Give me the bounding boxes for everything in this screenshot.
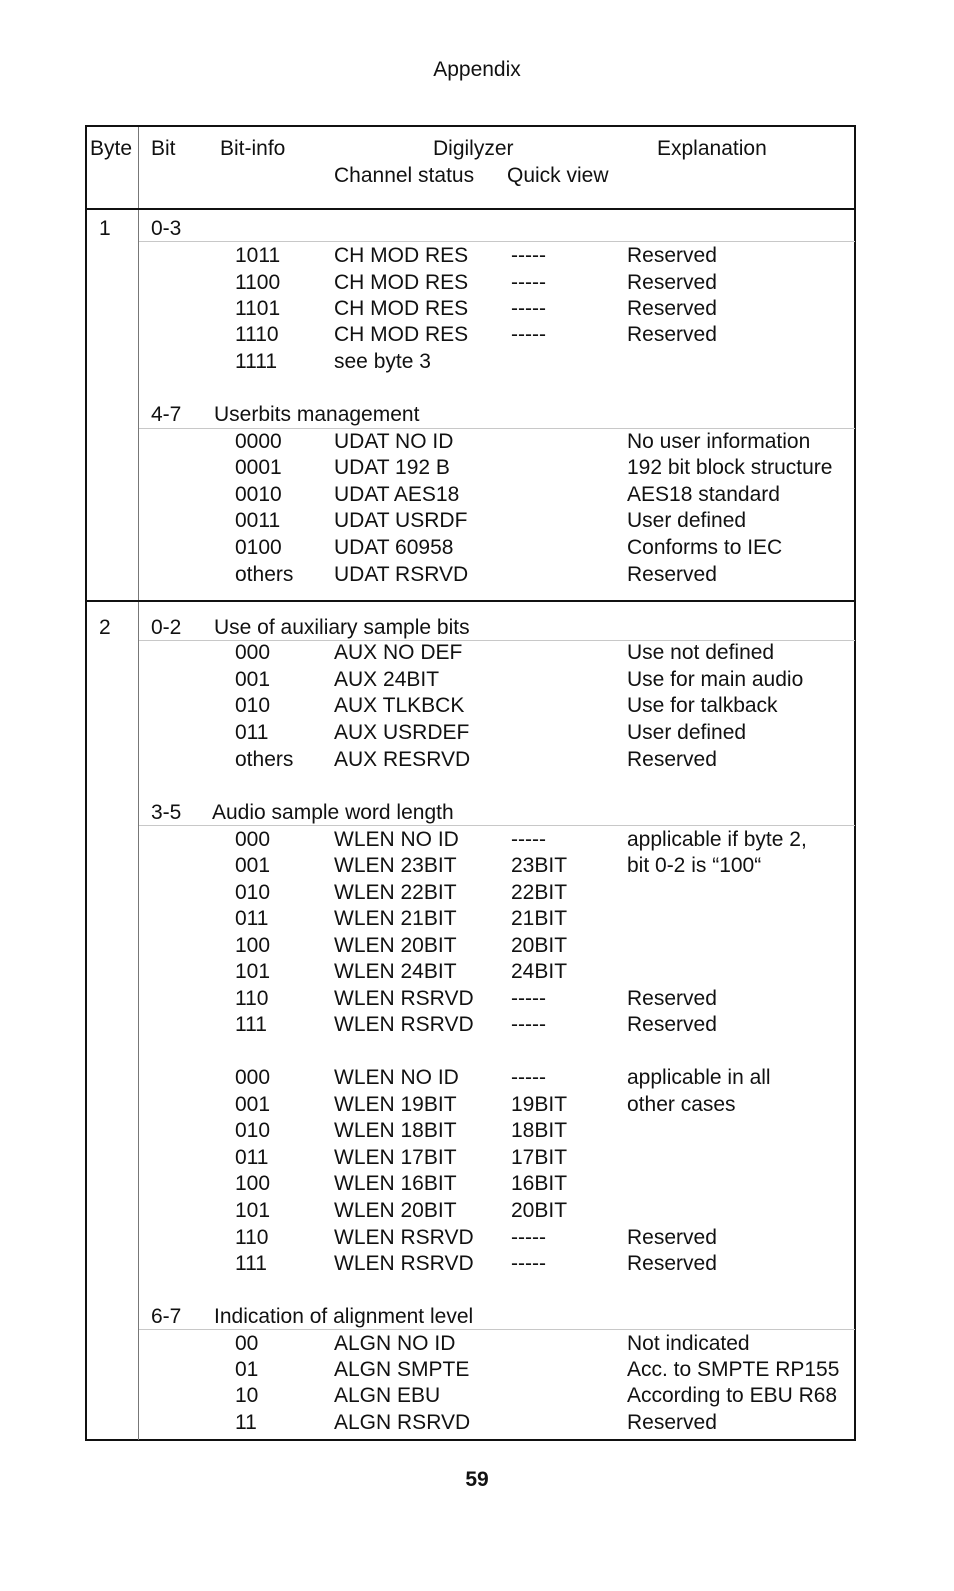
bit-code: 1101 (235, 297, 281, 320)
page-header: Appendix (433, 58, 521, 81)
channel-status: WLEN NO ID (334, 1066, 459, 1089)
channel-status: WLEN 18BIT (334, 1119, 457, 1142)
quick-view: 20BIT (511, 934, 568, 957)
group-title: Audio sample word length (212, 801, 454, 824)
bit-code: 101 (235, 960, 271, 983)
page-number: 59 (465, 1468, 489, 1491)
channel-status: UDAT 60958 (334, 536, 454, 559)
bit-code: 001 (235, 668, 271, 691)
explanation: applicable in all (627, 1066, 771, 1089)
bit-code: 110 (235, 987, 269, 1010)
channel-status: UDAT 192 B (334, 456, 450, 479)
explanation: Acc. to SMPTE RP155 (627, 1358, 840, 1381)
bit-code: 0010 (235, 483, 282, 506)
explanation: According to EBU R68 (627, 1384, 838, 1407)
bit-code: 010 (235, 694, 271, 717)
bit-range: 4-7 (151, 403, 182, 426)
quick-view: 16BIT (511, 1172, 568, 1195)
bit-code: 0000 (235, 430, 282, 453)
explanation: No user information (627, 430, 811, 453)
channel-status: ALGN NO ID (334, 1332, 456, 1355)
bit-range: 0-2 (151, 616, 182, 639)
explanation: Use not defined (627, 641, 775, 664)
bit-code: others (235, 563, 294, 586)
bit-range: 3-5 (151, 801, 182, 824)
channel-status: UDAT AES18 (334, 483, 460, 506)
bit-code: 0011 (235, 509, 281, 532)
channel-status: WLEN RSRVD (334, 1013, 474, 1036)
quick-view: 20BIT (511, 1199, 568, 1222)
explanation: Reserved (627, 271, 717, 294)
bit-code: 011 (235, 907, 269, 930)
channel-status: CH MOD RES (334, 297, 469, 320)
explanation: 192 bit block structure (627, 456, 833, 479)
col-header-byte: Byte (90, 137, 133, 160)
channel-status: CH MOD RES (334, 244, 469, 267)
channel-status: CH MOD RES (334, 323, 469, 346)
channel-status: ALGN RSRVD (334, 1411, 471, 1434)
bit-code: 1100 (235, 271, 281, 294)
bit-code: 1011 (235, 244, 281, 267)
channel-status: WLEN 23BIT (334, 854, 457, 877)
bit-code: 010 (235, 881, 271, 904)
bit-code: 000 (235, 828, 271, 851)
channel-status: AUX USRDEF (334, 721, 470, 744)
bit-code: 0001 (235, 456, 282, 479)
bit-range: 6-7 (151, 1305, 182, 1328)
quick-view: 17BIT (511, 1146, 568, 1169)
channel-status: AUX 24BIT (334, 668, 440, 691)
quick-view: ----- (511, 244, 546, 267)
channel-status: WLEN 20BIT (334, 1199, 457, 1222)
bit-code: 011 (235, 721, 269, 744)
explanation: Reserved (627, 748, 717, 771)
channel-status: ALGN SMPTE (334, 1358, 470, 1381)
channel-status: WLEN 22BIT (334, 881, 457, 904)
explanation: Not indicated (627, 1332, 750, 1355)
bit-code: 000 (235, 1066, 271, 1089)
channel-status: WLEN RSRVD (334, 1252, 474, 1275)
quick-view: ----- (511, 828, 546, 851)
byte-number: 2 (99, 616, 111, 639)
explanation: Reserved (627, 323, 717, 346)
channel-status: UDAT NO ID (334, 430, 454, 453)
col-header-bit: Bit (151, 137, 176, 160)
bit-code: 01 (235, 1358, 259, 1381)
explanation: User defined (627, 721, 747, 744)
explanation: Conforms to IEC (627, 536, 783, 559)
channel-status: WLEN 20BIT (334, 934, 457, 957)
bit-code: 011 (235, 1146, 269, 1169)
quick-view: ----- (511, 1066, 546, 1089)
bit-code: 101 (235, 1199, 271, 1222)
group-divider (139, 428, 855, 429)
bit-code: 100 (235, 934, 271, 957)
quick-view: 23BIT (511, 854, 568, 877)
channel-status: ALGN EBU (334, 1384, 441, 1407)
col-header-bit-info: Bit-info (220, 137, 286, 160)
explanation: Reserved (627, 1411, 717, 1434)
quick-view: ----- (511, 323, 546, 346)
bit-code: 111 (235, 1013, 267, 1036)
quick-view: ----- (511, 987, 546, 1010)
col-header-channel-status: Channel status (334, 164, 475, 187)
quick-view: ----- (511, 271, 546, 294)
channel-status: WLEN 16BIT (334, 1172, 457, 1195)
col-header-explanation: Explanation (657, 137, 767, 160)
quick-view: 22BIT (511, 881, 568, 904)
quick-view: ----- (511, 1013, 546, 1036)
explanation: Reserved (627, 563, 717, 586)
col-header-quick-view: Quick view (507, 164, 609, 187)
channel-status: WLEN 21BIT (334, 907, 457, 930)
channel-status: WLEN RSRVD (334, 987, 474, 1010)
group-title: Indication of alignment level (214, 1305, 474, 1328)
group-divider (139, 825, 855, 826)
channel-status: WLEN 17BIT (334, 1146, 457, 1169)
bit-code: 00 (235, 1332, 259, 1355)
bit-code: 11 (235, 1411, 257, 1434)
channel-status: AUX NO DEF (334, 641, 463, 664)
byte-number: 1 (99, 217, 111, 240)
quick-view: 18BIT (511, 1119, 568, 1142)
explanation: applicable if byte 2, (627, 828, 807, 851)
bit-code: 111 (235, 1252, 267, 1275)
explanation: Reserved (627, 987, 717, 1010)
group-title: Userbits management (214, 403, 420, 426)
explanation: AES18 standard (627, 483, 780, 506)
bit-code: 1110 (235, 323, 279, 346)
explanation: Reserved (627, 1013, 717, 1036)
bit-code: 000 (235, 641, 271, 664)
channel-status: WLEN RSRVD (334, 1226, 474, 1249)
byte-column-divider (138, 127, 139, 1440)
explanation: Use for main audio (627, 668, 804, 691)
bit-code: 001 (235, 1093, 271, 1116)
quick-view: 24BIT (511, 960, 568, 983)
col-header-digilyzer: Digilyzer (433, 137, 514, 160)
explanation: Use for talkback (627, 694, 778, 717)
bit-code: 100 (235, 1172, 271, 1195)
quick-view: 21BIT (511, 907, 568, 930)
group-divider (139, 1329, 855, 1330)
channel-status: WLEN 19BIT (334, 1093, 457, 1116)
explanation: Reserved (627, 244, 717, 267)
group-title: Use of auxiliary sample bits (214, 616, 470, 639)
channel-status: WLEN 24BIT (334, 960, 457, 983)
channel-status: UDAT USRDF (334, 509, 468, 532)
bit-code: 010 (235, 1119, 271, 1142)
bit-range: 0-3 (151, 217, 182, 240)
channel-status: AUX RESRVD (334, 748, 471, 771)
bit-code: 001 (235, 854, 271, 877)
bit-code: 10 (235, 1384, 259, 1407)
header-divider (85, 208, 856, 210)
explanation: Reserved (627, 1226, 717, 1249)
quick-view: ----- (511, 1226, 546, 1249)
explanation: bit 0-2 is “100“ (627, 854, 762, 877)
bit-code: 1111 (235, 350, 278, 373)
channel-status: AUX TLKBCK (334, 694, 465, 717)
quick-view: 19BIT (511, 1093, 568, 1116)
bit-code: others (235, 748, 294, 771)
channel-status: WLEN NO ID (334, 828, 459, 851)
channel-status: CH MOD RES (334, 271, 469, 294)
channel-status: UDAT RSRVD (334, 563, 469, 586)
explanation: Reserved (627, 1252, 717, 1275)
bit-code: 110 (235, 1226, 269, 1249)
quick-view: ----- (511, 297, 546, 320)
channel-status: see byte 3 (334, 350, 431, 373)
explanation: User defined (627, 509, 747, 532)
explanation: other cases (627, 1093, 736, 1116)
bit-code: 0100 (235, 536, 282, 559)
group-divider (139, 241, 855, 242)
explanation: Reserved (627, 297, 717, 320)
byte-divider (85, 600, 856, 602)
quick-view: ----- (511, 1252, 546, 1275)
